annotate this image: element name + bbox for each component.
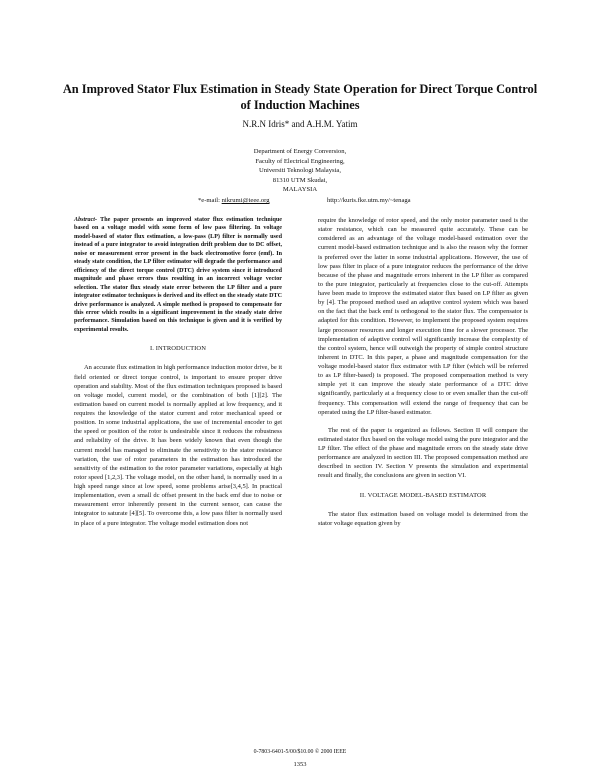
email-prefix: *e-mail: <box>198 197 222 204</box>
abstract-body: The paper presents an improved stator flux estimation technique based on a voltage model with some form of low pass filtering. In voltage model-based of stator flux estimation, a low-pass (LP) filter is normally used instead of a pure integrator to avoid integration drift problem due to DC offset, noise or measurement error present in the back electromotive force (emf). In steady state condition, the LP filter estimator will degrade the performance and efficiency of the direct torque control (DTC) drive system since it introduced magnitude and phase errors thus resulting in an incorrect voltage vector selection. The stator flux steady state error between the LP filter and a pure integrator estimator techniques is derived and its effect on the steady state DTC drive performance is analyzed. A simple method is proposed to compensate for this error which results in a significant improvement in the steady state drive performance. Simulation based on this technique is given and it is verified by experimental results. <box>74 217 282 333</box>
right-paragraph-3: The stator flux estimation based on voltage model is determined from the stator voltage equation given by <box>318 510 528 527</box>
affiliation-postcode: 81310 UTM Skudai, <box>272 176 328 184</box>
email-line <box>198 196 270 205</box>
section-heading-voltage-model: II. VOLTAGE MODEL-BASED ESTIMATOR <box>359 491 487 499</box>
paper-title: An Improved Stator Flux Estimation in Steady State Operation for Direct Torque Control of Induction Machines <box>62 82 538 112</box>
intro-paragraph: An accurate flux estimation in high performance induction motor drive, be it field oriented or direct torque control, is important to ensure proper drive operation and stability. Most of the flux estimation techniques proposed is based on voltage model, current model, or the combination of both [1][2]. The estimation based on current model is normally applied at low frequency, and it requires the knowledge of the stator current and rotor mechanical speed or position. In some industrial applications, the use of incremental encoder to get the speed or position of the rotor is undesirable since it reduces the robustness and reliability of the drive. It has been widely known that even though the current model has managed to eliminate the sensitivity to the stator resistance variation, the use of rotor parameters in the estimation has introduced the sensitivity of the estimation to the rotor parameter variations, especially at high rotor speed [1,2,3]. The voltage model, on the other hand, is normally used in a high speed range since at low speed, some problems arise[3,4,5]. In practical implementation, even a small dc offset present in the back emf due to noise or measurement error inherently present in the current sensor, can cause the integrator to saturate [4][5]. To overcome this, a low pass filter is normally used in place of a pure integrator. The voltage model estimation does not <box>74 364 282 527</box>
right-column <box>318 216 528 528</box>
affiliation-faculty: Faculty of Electrical Engineering, <box>255 157 345 165</box>
right-paragraph-2: The rest of the paper is organized as follows. Section II will compare the estimated stator flux based on the voltage model using the pure integrator and the LP filter. The effect of the phase and magnitude errors on the steady state drive performance are analyzed in section III. The proposed compensation method are described in section IV. Section V presents the simulation and experimental result and finally, the conclusions are given in section VI. <box>318 426 528 480</box>
affiliation-department: Department of Energy Conversion, <box>253 148 347 155</box>
author-list: N.R.N Idris* and A.H.M. Yatim <box>242 119 358 129</box>
left-column <box>74 216 282 528</box>
affiliation-country: MALAYSIA <box>282 186 318 194</box>
page-number: 1353 <box>293 761 307 768</box>
section-heading-introduction: I. INTRODUCTION <box>149 345 207 353</box>
affiliation-university: Universiti Teknologi Malaysia, <box>258 167 341 175</box>
email-link[interactable]: nikrumi@ieee.org <box>221 197 270 204</box>
abstract <box>74 216 282 334</box>
abstract-label: Abstract- <box>74 217 98 223</box>
homepage-url[interactable]: http://kuris.fke.utm.my/~tenaga <box>327 197 411 204</box>
right-paragraph-1: require the knowledge of rotor speed, and the only motor parameter used is the stator resistance, which can be measured quite accurately. These can be considered as an advantage of the voltage model-based estimation over the current model-based estimation technique and is also the reason why the former is preferred over the latter in some industrial applications. However, the use of low pass filter in place of a pure integrator reduces the performance of the drive because of the phase and magnitude errors inherent in the LP filter as compared to the pure integrator, particularly at frequencies close to the cut-off. Attempts have been made to improve the estimated stator flux based on LP filter as given by [4]. The proposed method used an adaptive control system which was based on the fact that the back emf is orthogonal to the stator flux. The compensator is adapted for this condition. However, to implement the proposed system requires large processor resources and longer execution time for a slower processor. The implementation of adaptive control will significantly increase the complexity of the control system, hence will outweigh the property of simple control structure inherent in DTC. In this paper, a phase and magnitude compensation for the voltage model-based stator flux estimator with LP filter (which will be referred to as LP filter-based) is proposed. The proposed compensation method is very simple yet it can improve the steady state performance of a DTC drive significantly, particularly at a frequency close to or even smaller than the cut-off frequency. This compensation will extend the range of frequency that can be operated using the LP filter-based estimator. <box>318 217 528 416</box>
copyright-footer: 0-7803-6401-5/00/$10.00 © 2000 IEEE <box>253 749 347 755</box>
affiliation-block <box>180 147 420 195</box>
